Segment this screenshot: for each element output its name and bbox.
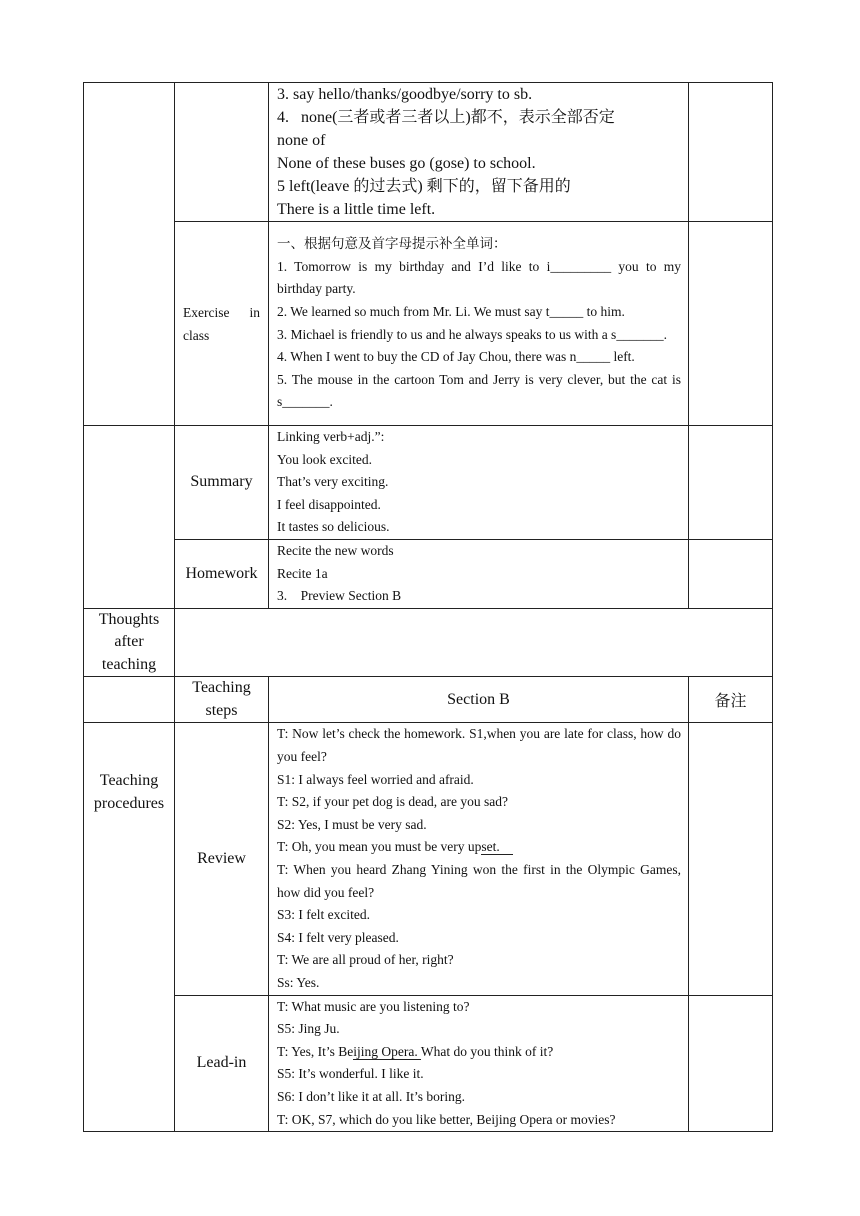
review-line: S2: Yes, I must be very sad. — [277, 816, 427, 832]
exercise-line: 5. The mouse in the cartoon Tom and Jerry is very clever, but the cat is s_______. — [277, 371, 681, 410]
exercise-line: 2. We learned so much from Mr. Li. We must say t_____ to him. — [277, 303, 625, 319]
top-content-row — [84, 83, 773, 222]
exercise-label-word: class — [183, 327, 210, 343]
leadin-opera-prefix: T: Yes, It’s Be — [277, 1043, 354, 1059]
homework-label: Homework — [185, 564, 258, 582]
leadin-line: S5: Jing Ju. — [277, 1021, 340, 1037]
top-content-cell — [269, 83, 689, 222]
procedures-label-word: procedures — [93, 794, 165, 812]
leadin-opera-underlined: ijing Opera. — [353, 1043, 421, 1059]
homework-line: Recite 1a — [277, 565, 328, 581]
leadin-line — [277, 1041, 681, 1064]
homework-label-cell — [175, 539, 269, 608]
homework-content-cell — [269, 539, 689, 608]
top-empty-step-cell — [175, 83, 269, 222]
exercise-line: 3. Michael is friendly to us and he always speaks to us with a s_______. — [277, 326, 667, 342]
thoughts-label-cell — [84, 608, 175, 677]
section-header-row — [84, 677, 773, 723]
procedures-label-cell — [84, 723, 175, 1132]
review-row — [84, 723, 773, 995]
review-upset-prefix: T: Oh, you mean you must be very up — [277, 839, 482, 855]
summary-label-cell — [175, 426, 269, 540]
teaching-steps-word: steps — [205, 701, 238, 719]
summary-line: It tastes so delicious. — [277, 519, 390, 535]
review-upset-underlined: set. — [481, 839, 514, 855]
review-notes-cell — [689, 723, 773, 995]
header-empty-cell — [84, 677, 175, 723]
leadin-opera-suffix: What do you think of it? — [420, 1043, 554, 1059]
summary-content-cell — [269, 426, 689, 540]
content-line: 3. say hello/thanks/goodbye/sorry to sb. — [277, 86, 533, 103]
homework-notes-cell — [689, 539, 773, 608]
review-line: S1: I always feel worried and afraid. — [277, 771, 474, 787]
review-label-cell — [175, 723, 269, 995]
exercise-line: 一、根据句意及首字母提示补全单词： — [277, 236, 507, 252]
exercise-line: 4. When I went to buy the CD of Jay Chou, there was n_____ left. — [277, 349, 635, 365]
content-line: 5 left(leave 的过去式) 剩下的，留下备用的 — [277, 178, 571, 195]
leadin-row — [84, 995, 773, 1132]
homework-row — [84, 539, 773, 608]
leadin-line: S5: It’s wonderful. I like it. — [277, 1066, 424, 1082]
thoughts-label-word: after — [114, 633, 144, 651]
leadin-label: Lead-in — [196, 1054, 247, 1072]
review-content-cell — [269, 723, 689, 995]
leadin-content-cell — [269, 995, 689, 1132]
summary-line: I feel disappointed. — [277, 496, 381, 512]
content-line: There is a little time left. — [277, 201, 436, 218]
notes-header: 备注 — [689, 677, 773, 723]
content-line: 4. none(三者或者三者以上)都不，表示全部否定 — [277, 109, 615, 126]
exercise-label-word: Exercise — [183, 304, 230, 320]
top-empty-stage-cell — [84, 83, 175, 426]
lesson-plan-table — [83, 82, 773, 1132]
homework-line: 3. Preview Section B — [277, 588, 402, 604]
exercise-notes-cell — [689, 222, 773, 426]
exercise-label-cell — [175, 222, 269, 426]
review-line: T: S2, if your pet dog is dead, are you sad? — [277, 794, 509, 810]
leadin-line: S6: I don’t like it at all. It’s boring. — [277, 1088, 465, 1104]
leadin-line: T: OK, S7, which do you like better, Beijing Opera or movies? — [277, 1111, 616, 1127]
procedures-label-word: Teaching — [99, 772, 159, 790]
summary-line: Linking verb+adj.”: — [277, 429, 385, 444]
leadin-line: T: What music are you listening to? — [277, 998, 470, 1014]
summary-empty-stage-cell — [84, 426, 175, 609]
content-line: none of — [277, 132, 326, 149]
review-line: S3: I felt excited. — [277, 907, 370, 923]
summary-row — [84, 426, 773, 540]
review-line: T: Now let’s check the homework. S1,when you are late for class, how do you feel? — [277, 726, 681, 765]
content-line: None of these buses go (gose) to school. — [277, 155, 536, 172]
thoughts-label-word: Thoughts — [98, 610, 160, 628]
review-line: Ss: Yes. — [277, 975, 320, 990]
thoughts-label-word: teaching — [101, 655, 157, 673]
leadin-label-cell — [175, 995, 269, 1132]
summary-notes-cell — [689, 426, 773, 540]
top-notes-cell — [689, 83, 773, 222]
exercise-content-cell — [269, 222, 689, 426]
section-title: Section B — [269, 677, 689, 723]
leadin-notes-cell — [689, 995, 773, 1132]
exercise-line: 1. Tomorrow is my birthday and I’d like to i_________ you to my birthday party. — [277, 258, 681, 297]
summary-line: That’s very exciting. — [277, 474, 389, 490]
review-label: Review — [197, 849, 246, 867]
exercise-row — [84, 222, 773, 426]
teaching-steps-word: Teaching — [192, 679, 251, 697]
teaching-steps-header — [175, 677, 269, 723]
review-line: T: We are all proud of her, right? — [277, 952, 454, 968]
thoughts-row — [84, 608, 773, 677]
review-line: S4: I felt very pleased. — [277, 929, 399, 945]
thoughts-content-cell — [175, 608, 773, 677]
exercise-label-word: in — [249, 304, 260, 320]
review-line — [277, 836, 681, 859]
review-line: T: When you heard Zhang Yining won the first in the Olympic Games, how did you feel? — [277, 862, 681, 900]
homework-line: Recite the new words — [277, 543, 394, 559]
summary-label: Summary — [190, 473, 253, 491]
summary-line: You look excited. — [277, 451, 373, 467]
